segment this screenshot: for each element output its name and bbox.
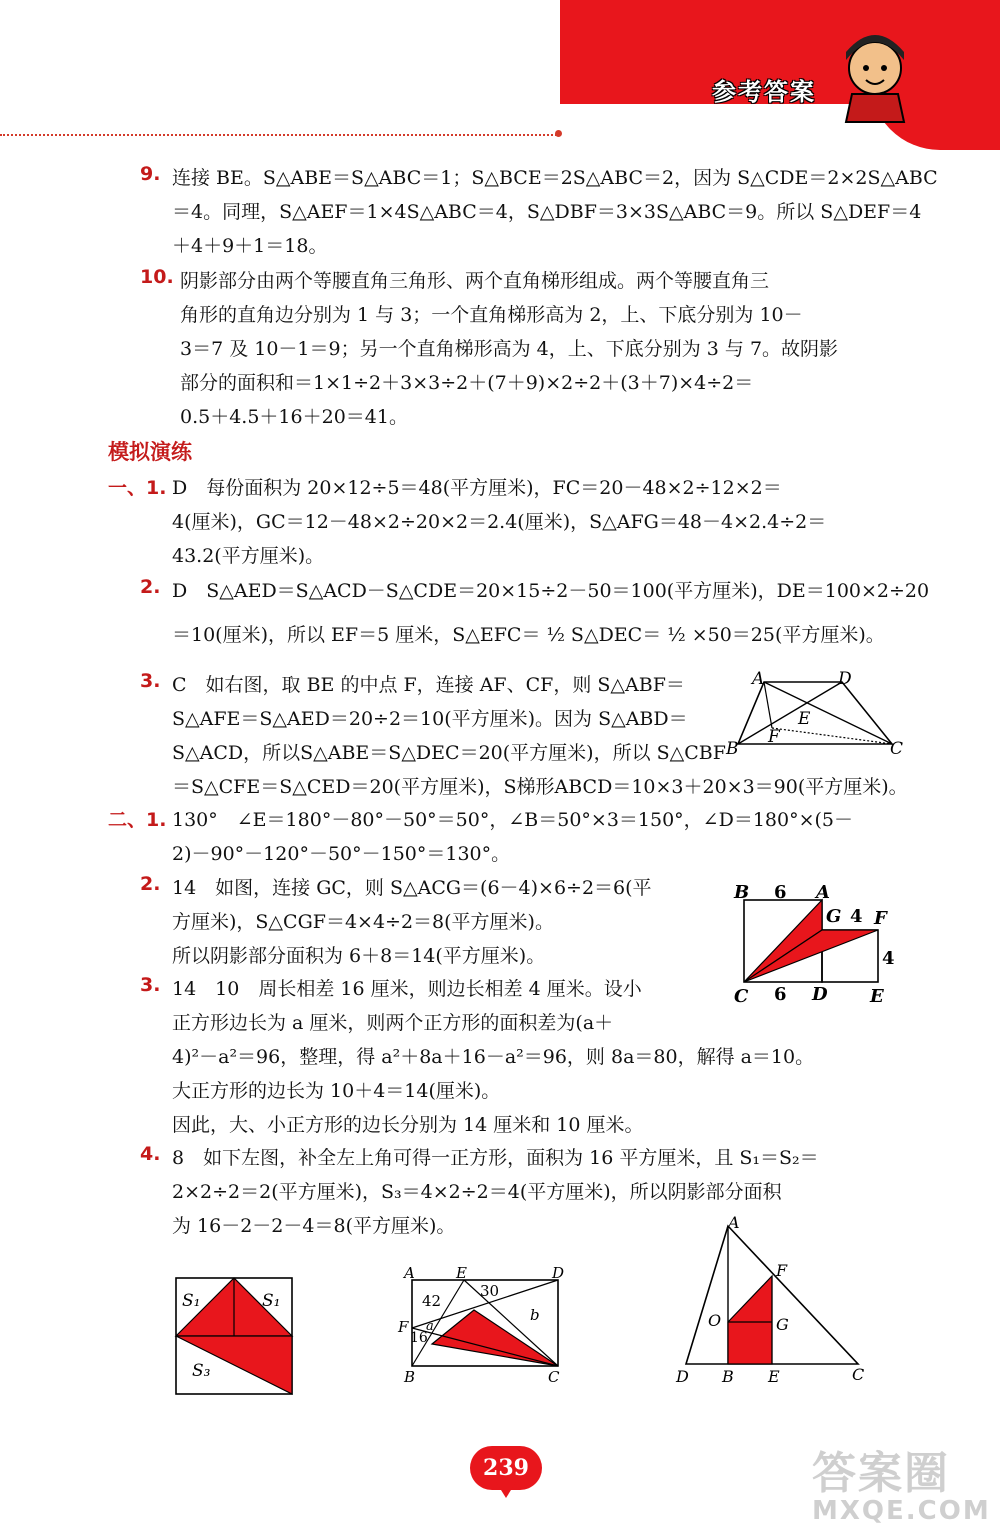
item-number: 一、1. <box>108 477 167 499</box>
squares-figure <box>726 878 906 1008</box>
item-number: 9. <box>140 163 161 185</box>
watermark <box>812 1448 992 1526</box>
label-d: D <box>812 984 828 1005</box>
item-line: S△ACD，所以S△ABE＝S△DEC＝20(平方厘米)，所以 S△CBF <box>172 742 726 764</box>
page-number: 239 <box>470 1446 542 1490</box>
label-d: D <box>838 669 852 689</box>
page-number-badge <box>470 1446 542 1500</box>
item-number: 二、1. <box>108 809 167 831</box>
label-c: C <box>734 986 749 1007</box>
label-s3: S₃ <box>192 1361 211 1381</box>
label-c: C <box>852 1365 865 1384</box>
item-line: 4(厘米)，GC＝12－48×2÷20×2＝2.4(厘米)，S△AFG＝48－4×2.4÷2＝ <box>172 511 827 533</box>
section-title: 模拟演练 <box>108 440 192 464</box>
watermark-site: MXQE.COM <box>812 1496 991 1526</box>
item-line: 3＝7 及 10－1＝9；另一个直角梯形高为 4，上、下底分别为 3 与 7。故阴影 <box>180 338 839 360</box>
rect-figure <box>396 1262 572 1388</box>
label-a: A <box>752 669 765 689</box>
item-line: 方厘米)，S△CGF＝4×4÷2＝8(平方厘米)。 <box>172 911 554 933</box>
item-line: 2)－90°－120°－50°－150°＝130°。 <box>172 843 511 865</box>
item-line: 连接 BE。S△ABE＝S△ABC＝1；S△BCE＝2S△ABC＝2，因为 S△CDE＝2×2S△ABC <box>172 167 938 189</box>
label-f: F <box>398 1318 409 1336</box>
label-e: E <box>798 709 811 729</box>
divider-dot <box>555 130 562 137</box>
label-a: A <box>728 1213 740 1232</box>
item-number: 10. <box>140 266 174 288</box>
item-number: 3. <box>140 670 161 692</box>
item-line: 大正方形的边长为 10＋4＝14(厘米)。 <box>172 1080 501 1102</box>
item-line: 因此，大、小正方形的边长分别为 14 厘米和 10 厘米。 <box>172 1114 644 1136</box>
label-o: O <box>708 1311 722 1330</box>
trapezoid-figure <box>724 666 910 760</box>
label-e: E <box>870 986 884 1007</box>
item-line: 正方形边长为 a 厘米，则两个正方形的面积差为(a＋ <box>172 1012 614 1034</box>
item-line: 14 10 周长相差 16 厘米，则边长相差 4 厘米。设小 <box>172 978 642 1000</box>
triangle-figure <box>672 1212 872 1388</box>
label-30: 30 <box>480 1282 500 1300</box>
item-line: 4)²－a²＝96，整理，得 a²＋8a＋16－a²＝96，则 8a＝80，解得 a＝10。 <box>172 1046 815 1068</box>
label-b: B <box>726 739 739 759</box>
label-s1-right: S₁ <box>262 1291 281 1311</box>
label-f: F <box>776 1261 788 1280</box>
label-6-top: 6 <box>774 882 787 903</box>
label-4-top: 4 <box>850 906 863 927</box>
header-title: 参考答案 <box>712 78 816 106</box>
label-e: E <box>456 1264 467 1282</box>
label-a-var: a <box>426 1319 434 1334</box>
item-line: D S△AED＝S△ACD－S△CDE＝20×15÷2－50＝100(平方厘米)，DE＝100×2÷20 <box>172 580 930 602</box>
item-line: 14 如图，连接 GC，则 S△ACG＝(6－4)×6÷2＝6(平 <box>172 877 652 899</box>
item-line: 所以阴影部分面积为 6＋8＝14(平方厘米)。 <box>172 945 546 967</box>
label-c: C <box>548 1368 560 1386</box>
item-line: 2×2÷2＝2(平方厘米)，S₃＝4×2÷2＝4(平方厘米)，所以阴影部分面积 <box>172 1181 782 1203</box>
item-line: 部分的面积和＝1×1÷2＋3×3÷2＋(7＋9)×2÷2＋(3＋7)×4÷2＝ <box>180 372 754 394</box>
label-b: B <box>734 882 750 903</box>
item-line: ＋4＋9＋1＝18。 <box>172 235 328 257</box>
item-line: 130° ∠E＝180°－80°－50°＝50°，∠B＝50°×3＝150°，∠D＝180°×(5－ <box>172 809 854 831</box>
label-f: F <box>874 908 887 929</box>
item-line: S△AFE＝S△AED＝20÷2＝10(平方厘米)。因为 S△ABD＝ <box>172 708 688 730</box>
label-e: E <box>768 1367 780 1386</box>
item-number: 2. <box>140 873 161 895</box>
label-42: 42 <box>422 1292 442 1310</box>
page-number-tail <box>496 1482 516 1498</box>
watermark-main: 答案圈 <box>812 1448 950 1499</box>
label-4-side: 4 <box>882 948 895 969</box>
label-s1-left: S₁ <box>182 1291 201 1311</box>
item-line: 43.2(平方厘米)。 <box>172 545 325 567</box>
label-6-bottom: 6 <box>774 984 787 1005</box>
label-16: 16 <box>410 1330 428 1346</box>
label-f: F <box>768 727 780 747</box>
header-divider <box>0 134 560 136</box>
label-d: D <box>552 1264 565 1282</box>
item-line: ＝4。同理，S△AEF＝1×4S△ABC＝4，S△DBF＝3×3S△ABC＝9。所以 S△DEF＝4 <box>172 201 922 223</box>
item-line: D 每份面积为 20×12÷5＝48(平方厘米)，FC＝20－48×2÷12×2＝ <box>172 477 782 499</box>
item-line: 0.5＋4.5＋16＋20＝41。 <box>180 406 408 428</box>
label-d: D <box>676 1367 689 1386</box>
item-line: ＝S△CFE＝S△CED＝20(平方厘米)，S梯形ABCD＝10×3＋20×3＝90(平方厘米)。 <box>172 776 908 798</box>
label-b: B <box>404 1368 416 1386</box>
mascot-icon <box>830 18 920 128</box>
label-g: G <box>776 1315 789 1334</box>
item-number: 2. <box>140 576 161 598</box>
item-number: 3. <box>140 974 161 996</box>
item-line: 8 如下左图，补全左上角可得一正方形，面积为 16 平方厘米，且 S₁＝S₂＝ <box>172 1147 819 1169</box>
label-c: C <box>890 739 904 759</box>
label-g: G <box>826 906 842 927</box>
item-line: 阴影部分由两个等腰直角三角形、两个直角梯形组成。两个等腰直角三 <box>180 270 770 292</box>
item-line: 角形的直角边分别为 1 与 3；一个直角梯形高为 2，上、下底分别为 10－ <box>180 304 803 326</box>
label-b-var: b <box>530 1306 540 1324</box>
item-line: ＝10(厘米)，所以 EF＝5 厘米，S△EFC＝ ½ S△DEC＝ ½ ×50＝25(平方厘米)。 <box>172 624 885 646</box>
item-line: C 如右图，取 BE 的中点 F，连接 AF、CF，则 S△ABF＝ <box>172 674 685 696</box>
item-line: 为 16－2－2－4＝8(平方厘米)。 <box>172 1215 456 1237</box>
s-figure <box>170 1272 300 1398</box>
item-number: 4. <box>140 1143 161 1165</box>
label-a: A <box>816 882 830 903</box>
label-b: B <box>722 1367 734 1386</box>
label-a: A <box>404 1264 415 1282</box>
